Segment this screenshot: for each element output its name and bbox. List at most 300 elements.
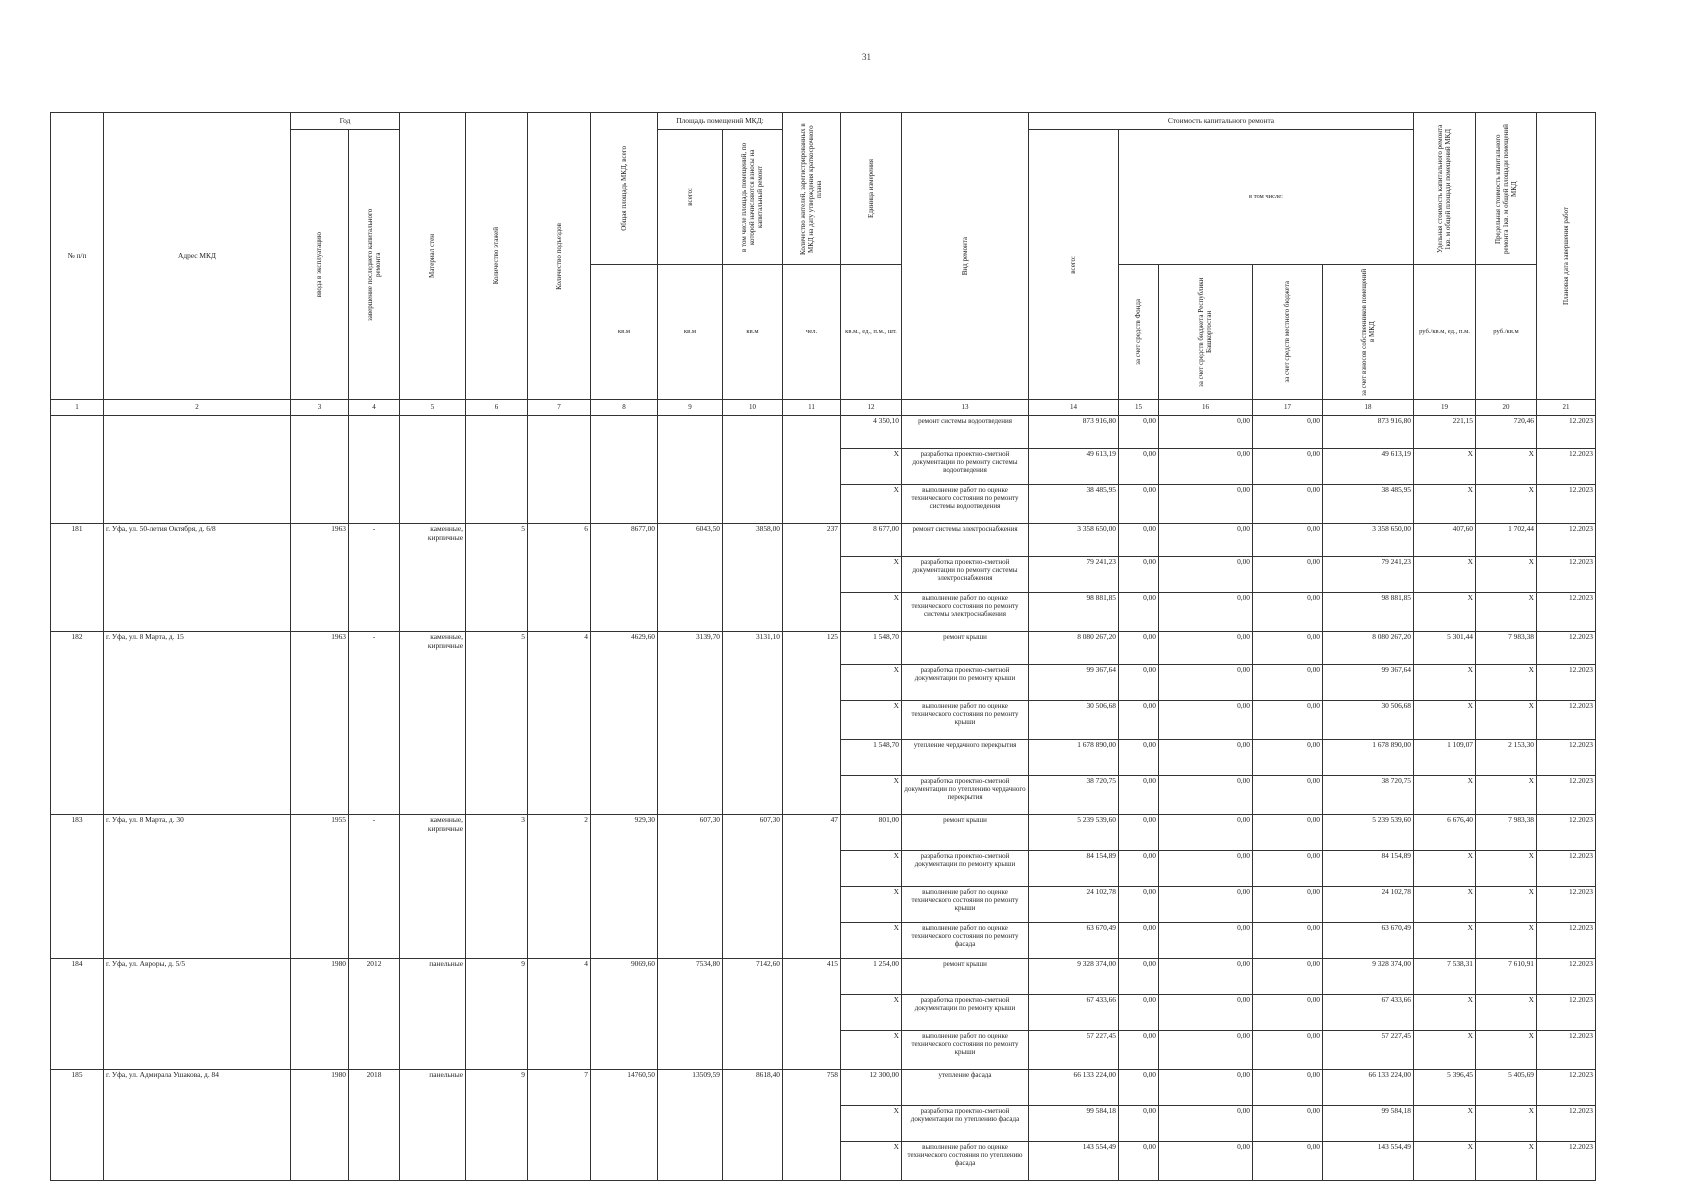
header-planned-date-text: Плановая дата завершения работ [1561, 206, 1570, 306]
header-cost-republic-text: за счет средств бюджета Республики Башкортостан [1197, 277, 1214, 387]
header-year-last-repair-text: завершение последнего капитального ремонта [365, 208, 382, 321]
planned-date: 12.2023 [1537, 740, 1596, 776]
cost-local: 0,00 [1253, 887, 1323, 923]
cost-fund: 0,00 [1119, 524, 1159, 557]
unit-9: кв.м [658, 265, 723, 400]
quantity: X [841, 887, 902, 923]
year-last-repair: - [349, 632, 400, 815]
cost-local: 0,00 [1253, 485, 1323, 524]
work-type: выполнение работ по оценке технического состояния по ремонту крыши [902, 701, 1029, 740]
cost-owners: 3 358 650,00 [1323, 524, 1414, 557]
limit-cost: X [1476, 995, 1537, 1031]
header-premises-paying [723, 130, 783, 265]
planned-date: 12.2023 [1537, 557, 1596, 593]
cost-total: 99 584,18 [1029, 1106, 1119, 1142]
quantity: X [841, 701, 902, 740]
unit-cost: X [1414, 485, 1476, 524]
unit-cost: X [1414, 665, 1476, 701]
cost-republic: 0,00 [1159, 887, 1253, 923]
cost-republic: 0,00 [1159, 815, 1253, 851]
quantity: X [841, 1106, 902, 1142]
table-row [51, 524, 1596, 557]
cost-total: 66 133 224,00 [1029, 1070, 1119, 1106]
cost-local: 0,00 [1253, 1142, 1323, 1181]
cost-fund: 0,00 [1119, 1142, 1159, 1181]
header-total-area [591, 113, 658, 265]
page-number: 31 [862, 52, 871, 62]
year-commission: 1955 [291, 815, 349, 959]
cost-total: 24 102,78 [1029, 887, 1119, 923]
column-number: 11 [783, 400, 841, 416]
cost-total: 30 506,68 [1029, 701, 1119, 740]
header-year-commission-text: ввода в эксплуатацию [315, 231, 324, 298]
header-cost-republic [1159, 265, 1253, 400]
cost-fund: 0,00 [1119, 1106, 1159, 1142]
house-number: 183 [51, 815, 104, 959]
cost-total: 3 358 650,00 [1029, 524, 1119, 557]
floors-count: 3 [466, 815, 528, 959]
quantity: X [841, 1142, 902, 1181]
residents-count: 237 [783, 524, 841, 632]
house-number-cell [51, 416, 104, 524]
cost-total: 8 080 267,20 [1029, 632, 1119, 665]
cost-republic: 0,00 [1159, 776, 1253, 815]
cost-owners: 5 239 539,60 [1323, 815, 1414, 851]
wall-material: каменные, кирпичные [400, 815, 466, 959]
planned-date: 12.2023 [1537, 776, 1596, 815]
column-number: 21 [1537, 400, 1596, 416]
cost-owners: 38 720,75 [1323, 776, 1414, 815]
cost-fund: 0,00 [1119, 959, 1159, 995]
cost-owners: 63 670,49 [1323, 923, 1414, 959]
cost-fund: 0,00 [1119, 485, 1159, 524]
capital-repair-table [50, 112, 1596, 1181]
column-number: 15 [1119, 400, 1159, 416]
unit-19: руб./кв.м, ед., п.м. [1414, 265, 1476, 400]
unit-cost: X [1414, 593, 1476, 632]
column-number: 13 [902, 400, 1029, 416]
planned-date: 12.2023 [1537, 449, 1596, 485]
cost-republic: 0,00 [1159, 665, 1253, 701]
column-number: 3 [291, 400, 349, 416]
header-unit [841, 113, 902, 265]
cost-local: 0,00 [1253, 1031, 1323, 1070]
cost-republic: 0,00 [1159, 1070, 1253, 1106]
header-limit-cost [1476, 113, 1537, 265]
cost-republic: 0,00 [1159, 524, 1253, 557]
cost-total: 49 613,19 [1029, 449, 1119, 485]
quantity: X [841, 1031, 902, 1070]
unit-cost: X [1414, 1106, 1476, 1142]
cost-fund: 0,00 [1119, 449, 1159, 485]
limit-cost: 5 405,69 [1476, 1070, 1537, 1106]
cost-local: 0,00 [1253, 449, 1323, 485]
wall-material: каменные, кирпичные [400, 524, 466, 632]
cost-owners: 99 367,64 [1323, 665, 1414, 701]
premises-area: 7534,80 [658, 959, 723, 1070]
cost-owners: 49 613,19 [1323, 449, 1414, 485]
column-number: 8 [591, 400, 658, 416]
cost-local: 0,00 [1253, 815, 1323, 851]
header-work-type-text: Вид ремонта [960, 236, 969, 276]
total-area: 4629,60 [591, 632, 658, 815]
residents-count: 125 [783, 632, 841, 815]
cost-republic: 0,00 [1159, 851, 1253, 887]
planned-date: 12.2023 [1537, 887, 1596, 923]
column-number: 19 [1414, 400, 1476, 416]
quantity: X [841, 995, 902, 1031]
work-type: выполнение работ по оценке технического состояния по ремонту фасада [902, 923, 1029, 959]
planned-date: 12.2023 [1537, 1142, 1596, 1181]
header-wall-material-text: Материал стен [428, 234, 437, 278]
planned-date: 12.2023 [1537, 851, 1596, 887]
year-last-repair: - [349, 524, 400, 632]
header-limit-cost-text: Предельная стоимость капитального ремонта 1кв. м общей площади помещений МКД [1493, 123, 1519, 254]
column-number: 18 [1323, 400, 1414, 416]
quantity: X [841, 593, 902, 632]
entrances-count: 6 [528, 524, 591, 632]
work-type: разработка проектно-сметной документации по ремонту крыши [902, 851, 1029, 887]
cost-owners: 98 881,85 [1323, 593, 1414, 632]
cost-republic: 0,00 [1159, 593, 1253, 632]
cost-local: 0,00 [1253, 740, 1323, 776]
header-total-area-text: Общая площадь МКД, всего [619, 146, 628, 231]
column-number: 2 [104, 400, 291, 416]
year-commission: 1980 [291, 1070, 349, 1181]
limit-cost: X [1476, 851, 1537, 887]
unit-cost: 6 676,40 [1414, 815, 1476, 851]
column-number: 12 [841, 400, 902, 416]
column-number: 1 [51, 400, 104, 416]
house-number: 181 [51, 524, 104, 632]
header-cost-local-text: за счет средств местного бюджета [1283, 281, 1292, 383]
cost-fund: 0,00 [1119, 593, 1159, 632]
unit-cost: X [1414, 1031, 1476, 1070]
cost-total: 98 881,85 [1029, 593, 1119, 632]
unit-cost: 5 396,45 [1414, 1070, 1476, 1106]
quantity: 12 300,00 [841, 1070, 902, 1106]
cost-total: 143 554,49 [1029, 1142, 1119, 1181]
cost-owners: 9 328 374,00 [1323, 959, 1414, 995]
header-unit-cost [1414, 113, 1476, 265]
unit-cost: X [1414, 1142, 1476, 1181]
entrances-count: 2 [528, 815, 591, 959]
house-address: г. Уфа, ул. Адмирала Ушакова, д. 84 [104, 1070, 291, 1181]
cost-republic: 0,00 [1159, 1106, 1253, 1142]
premises-paying-area: 607,30 [723, 815, 783, 959]
cost-local: 0,00 [1253, 557, 1323, 593]
column-number: 16 [1159, 400, 1253, 416]
cost-fund: 0,00 [1119, 557, 1159, 593]
cost-fund: 0,00 [1119, 851, 1159, 887]
quantity: 801,00 [841, 815, 902, 851]
cost-local: 0,00 [1253, 524, 1323, 557]
table-row [51, 632, 1596, 665]
unit-cost: X [1414, 851, 1476, 887]
planned-date: 12.2023 [1537, 995, 1596, 1031]
limit-cost: X [1476, 485, 1537, 524]
header-residents-text: Количество жителей, зарегистрированных в МКД на дату утверждения краткосрочного плана [799, 122, 824, 255]
entrances-count: 4 [528, 632, 591, 815]
header-work-type [902, 113, 1029, 400]
work-type: ремонт крыши [902, 815, 1029, 851]
premises-area: 3139,70 [658, 632, 723, 815]
header-premises-total [658, 130, 723, 265]
limit-cost: X [1476, 665, 1537, 701]
premises-area: 13509,59 [658, 1070, 723, 1181]
work-type: разработка проектно-сметной документации по ремонту крыши [902, 665, 1029, 701]
header-year-commission [291, 130, 349, 400]
planned-date: 12.2023 [1537, 485, 1596, 524]
cost-total: 99 367,64 [1029, 665, 1119, 701]
quantity: X [841, 776, 902, 815]
premises-paying-area-cell [723, 416, 783, 524]
planned-date: 12.2023 [1537, 416, 1596, 449]
cost-fund: 0,00 [1119, 632, 1159, 665]
cost-total: 1 678 890,00 [1029, 740, 1119, 776]
unit-cost: X [1414, 776, 1476, 815]
cost-republic: 0,00 [1159, 701, 1253, 740]
cost-republic: 0,00 [1159, 1142, 1253, 1181]
cost-local: 0,00 [1253, 923, 1323, 959]
unit-cost: X [1414, 887, 1476, 923]
year-commission-cell [291, 416, 349, 524]
limit-cost: X [1476, 701, 1537, 740]
quantity: 4 350,10 [841, 416, 902, 449]
cost-fund: 0,00 [1119, 923, 1159, 959]
planned-date: 12.2023 [1537, 1106, 1596, 1142]
unit-cost: 1 109,07 [1414, 740, 1476, 776]
cost-republic: 0,00 [1159, 632, 1253, 665]
residents-count-cell [783, 416, 841, 524]
total-area: 9069,60 [591, 959, 658, 1070]
limit-cost: 720,46 [1476, 416, 1537, 449]
wall-material: панельные [400, 1070, 466, 1181]
header-cost-owners-text: за счет взносов собственников помещений в МКД [1359, 268, 1376, 396]
unit-20: руб./кв.м [1476, 265, 1537, 400]
unit-cost: X [1414, 449, 1476, 485]
cost-fund: 0,00 [1119, 815, 1159, 851]
cost-local: 0,00 [1253, 959, 1323, 995]
cost-fund: 0,00 [1119, 740, 1159, 776]
house-address: г. Уфа, ул. Авроры, д. 5/5 [104, 959, 291, 1070]
cost-owners: 873 916,80 [1323, 416, 1414, 449]
cost-owners: 79 241,23 [1323, 557, 1414, 593]
planned-date: 12.2023 [1537, 632, 1596, 665]
work-type: выполнение работ по оценке технического состояния по ремонту системы электроснабжения [902, 593, 1029, 632]
premises-area: 6043,50 [658, 524, 723, 632]
cost-republic: 0,00 [1159, 449, 1253, 485]
header-premises-total-text: всего: [685, 188, 694, 206]
quantity: X [841, 923, 902, 959]
cost-republic: 0,00 [1159, 557, 1253, 593]
column-number: 5 [400, 400, 466, 416]
header-entrances-text: Количество подъездов [554, 222, 563, 290]
table-row [51, 416, 1596, 449]
work-type: ремонт системы водоотведения [902, 416, 1029, 449]
year-last-repair-cell [349, 416, 400, 524]
limit-cost: X [1476, 923, 1537, 959]
column-number: 20 [1476, 400, 1537, 416]
header-floors-text: Количество этажей [492, 227, 501, 285]
cost-republic: 0,00 [1159, 959, 1253, 995]
entrances-count-cell [528, 416, 591, 524]
header-cost-fund [1119, 265, 1159, 400]
header-unit-cost-text: Удельная стоимость капитального ремонта 1кв. м общей площади помещений МКД [1436, 124, 1453, 253]
wall-material: каменные, кирпичные [400, 632, 466, 815]
house-address-cell [104, 416, 291, 524]
cost-total: 84 154,89 [1029, 851, 1119, 887]
year-last-repair: 2012 [349, 959, 400, 1070]
work-type: утепление фасада [902, 1070, 1029, 1106]
cost-owners: 143 554,49 [1323, 1142, 1414, 1181]
unit-8: кв.м [591, 265, 658, 400]
cost-owners: 38 485,95 [1323, 485, 1414, 524]
unit-11: чел. [783, 265, 841, 400]
house-number: 184 [51, 959, 104, 1070]
year-commission: 1963 [291, 524, 349, 632]
house-number: 185 [51, 1070, 104, 1181]
floors-count: 5 [466, 632, 528, 815]
work-type: выполнение работ по оценке технического состояния по утеплению фасада [902, 1142, 1029, 1181]
table-row [51, 815, 1596, 851]
work-type: ремонт крыши [902, 632, 1029, 665]
planned-date: 12.2023 [1537, 701, 1596, 740]
limit-cost: 7 983,38 [1476, 632, 1537, 665]
limit-cost: X [1476, 887, 1537, 923]
column-number: 4 [349, 400, 400, 416]
limit-cost: X [1476, 1031, 1537, 1070]
cost-local: 0,00 [1253, 593, 1323, 632]
cost-total: 57 227,45 [1029, 1031, 1119, 1070]
planned-date: 12.2023 [1537, 815, 1596, 851]
house-address: г. Уфа, ул. 8 Марта, д. 15 [104, 632, 291, 815]
planned-date: 12.2023 [1537, 593, 1596, 632]
cost-fund: 0,00 [1119, 701, 1159, 740]
unit-cost: 221,15 [1414, 416, 1476, 449]
unit-10: кв.м [723, 265, 783, 400]
quantity: X [841, 557, 902, 593]
year-last-repair: - [349, 815, 400, 959]
cost-local: 0,00 [1253, 632, 1323, 665]
cost-republic: 0,00 [1159, 1031, 1253, 1070]
planned-date: 12.2023 [1537, 665, 1596, 701]
planned-date: 12.2023 [1537, 959, 1596, 995]
floors-count-cell [466, 416, 528, 524]
column-number: 17 [1253, 400, 1323, 416]
column-number: 7 [528, 400, 591, 416]
cost-fund: 0,00 [1119, 887, 1159, 923]
cost-fund: 0,00 [1119, 1070, 1159, 1106]
quantity: X [841, 665, 902, 701]
total-area-cell [591, 416, 658, 524]
unit-cost: 5 301,44 [1414, 632, 1476, 665]
cost-total: 67 433,66 [1029, 995, 1119, 1031]
cost-total: 79 241,23 [1029, 557, 1119, 593]
header-cost: Стоимость капитального ремонта [1029, 113, 1414, 130]
column-number: 9 [658, 400, 723, 416]
header-year: Год [291, 113, 400, 130]
quantity: X [841, 485, 902, 524]
cost-total: 5 239 539,60 [1029, 815, 1119, 851]
cost-fund: 0,00 [1119, 995, 1159, 1031]
premises-paying-area: 3131,10 [723, 632, 783, 815]
entrances-count: 7 [528, 1070, 591, 1181]
floors-count: 5 [466, 524, 528, 632]
planned-date: 12.2023 [1537, 524, 1596, 557]
table-row [51, 959, 1596, 995]
planned-date: 12.2023 [1537, 1070, 1596, 1106]
floors-count: 9 [466, 1070, 528, 1181]
year-commission: 1980 [291, 959, 349, 1070]
premises-area: 607,30 [658, 815, 723, 959]
limit-cost: 7 610,91 [1476, 959, 1537, 995]
limit-cost: 1 702,44 [1476, 524, 1537, 557]
residents-count: 415 [783, 959, 841, 1070]
cost-owners: 24 102,78 [1323, 887, 1414, 923]
unit-cost: 7 538,31 [1414, 959, 1476, 995]
header-residents [783, 113, 841, 265]
quantity: X [841, 449, 902, 485]
planned-date: 12.2023 [1537, 1031, 1596, 1070]
unit-cost: X [1414, 701, 1476, 740]
cost-local: 0,00 [1253, 995, 1323, 1031]
cost-owners: 99 584,18 [1323, 1106, 1414, 1142]
quantity: 1 548,70 [841, 740, 902, 776]
cost-total: 9 328 374,00 [1029, 959, 1119, 995]
cost-owners: 66 133 224,00 [1323, 1070, 1414, 1106]
column-number-row [51, 400, 1596, 416]
header-cost-total-text: всего: [1069, 255, 1078, 274]
table-row [51, 1070, 1596, 1106]
cost-owners: 8 080 267,20 [1323, 632, 1414, 665]
header-including: в том числе: [1119, 130, 1414, 265]
cost-fund: 0,00 [1119, 776, 1159, 815]
residents-count: 47 [783, 815, 841, 959]
quantity: 1 254,00 [841, 959, 902, 995]
header-entrances [528, 113, 591, 400]
limit-cost: X [1476, 593, 1537, 632]
cost-local: 0,00 [1253, 665, 1323, 701]
cost-local: 0,00 [1253, 851, 1323, 887]
unit-12: кв.м., ед., п.м., шт. [841, 265, 902, 400]
work-type: выполнение работ по оценке технического состояния по ремонту крыши [902, 1031, 1029, 1070]
header-cost-fund-text: за счет средств Фонда [1134, 299, 1143, 365]
wall-material-cell [400, 416, 466, 524]
header-floors [466, 113, 528, 400]
column-number: 6 [466, 400, 528, 416]
table-body [51, 416, 1596, 1181]
total-area: 929,30 [591, 815, 658, 959]
cost-republic: 0,00 [1159, 995, 1253, 1031]
cost-owners: 84 154,89 [1323, 851, 1414, 887]
entrances-count: 4 [528, 959, 591, 1070]
work-type: выполнение работ по оценке технического состояния по ремонту системы водоотведения [902, 485, 1029, 524]
work-type: разработка проектно-сметной документации по ремонту системы водоотведения [902, 449, 1029, 485]
year-commission: 1963 [291, 632, 349, 815]
cost-fund: 0,00 [1119, 665, 1159, 701]
cost-owners: 67 433,66 [1323, 995, 1414, 1031]
house-number: 182 [51, 632, 104, 815]
quantity: X [841, 851, 902, 887]
cost-local: 0,00 [1253, 776, 1323, 815]
cost-total: 38 720,75 [1029, 776, 1119, 815]
header-num: № п/п [51, 113, 104, 400]
header-cost-owners [1323, 265, 1414, 400]
cost-republic: 0,00 [1159, 740, 1253, 776]
column-number: 14 [1029, 400, 1119, 416]
work-type: выполнение работ по оценке технического состояния по ремонту крыши [902, 887, 1029, 923]
